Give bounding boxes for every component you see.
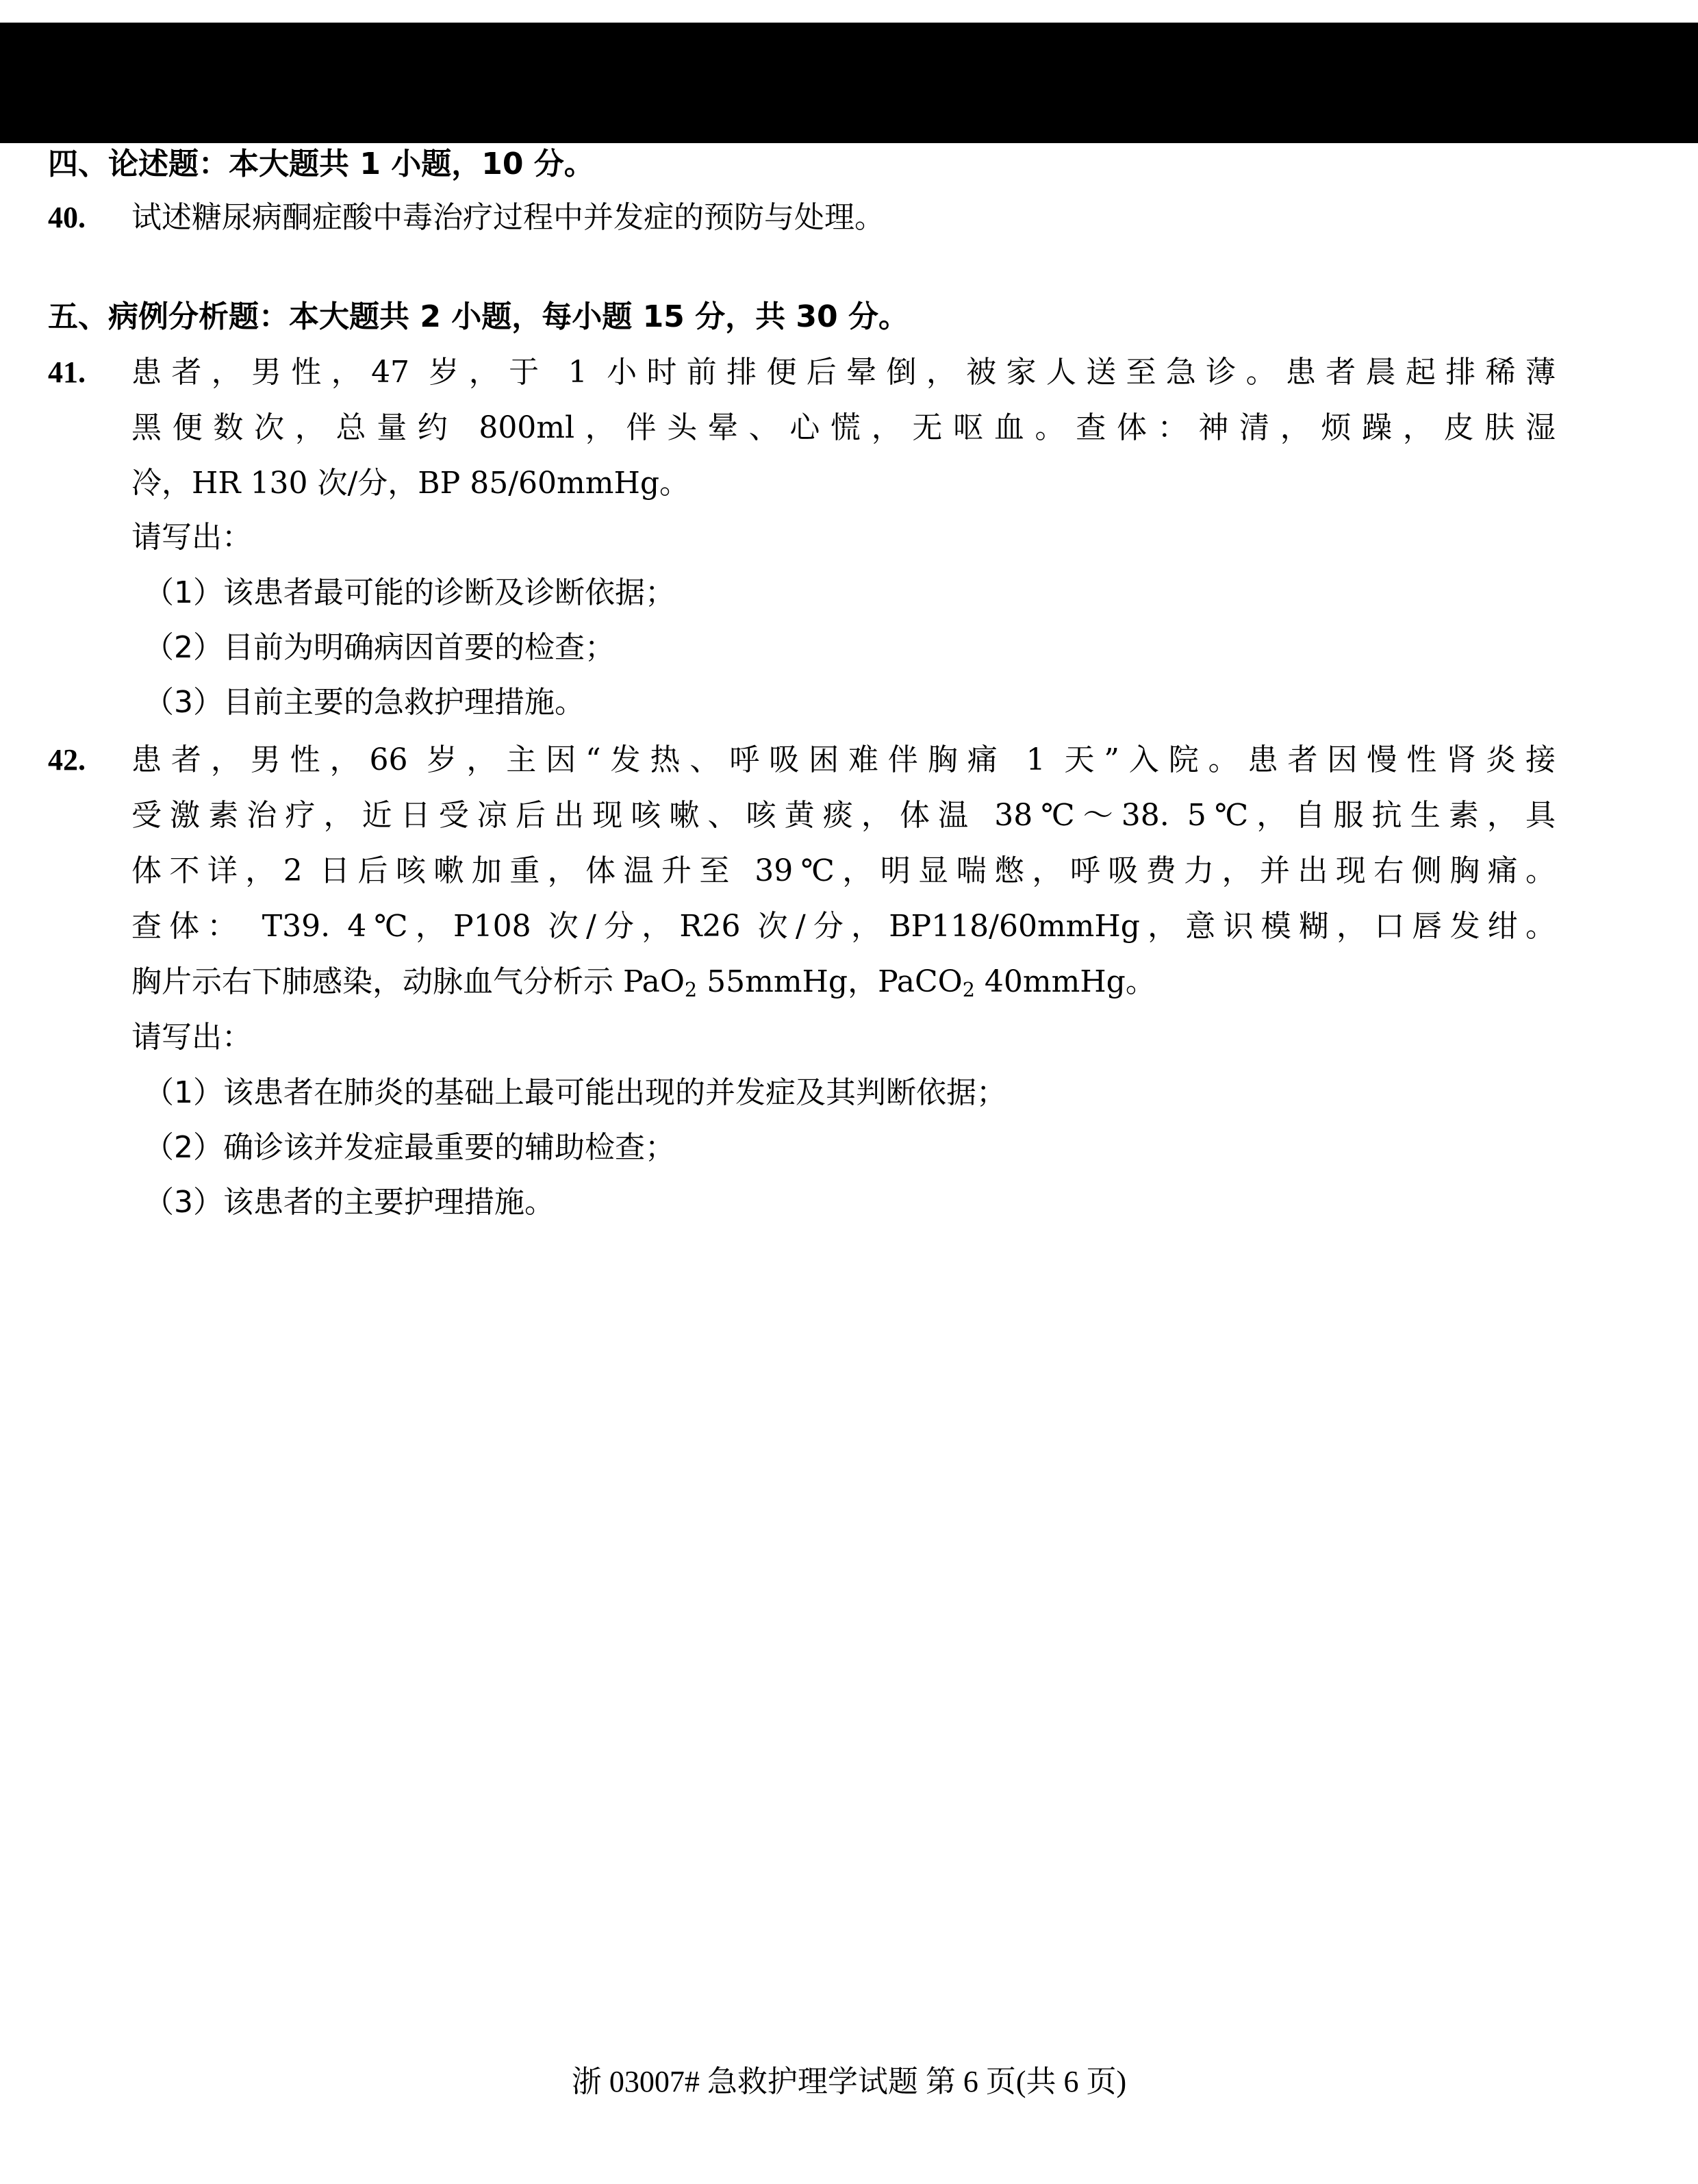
redaction-bar — [0, 23, 1698, 143]
question-text-line: 受激素治疗，近日受凉后出现咳嗽、咳黄痰，体温 38℃～38. 5℃，自服抗生素，具 — [131, 798, 1556, 833]
page-footer: 浙 03007# 急救护理学试题 第 6 页(共 6 页) — [571, 2065, 1127, 2098]
subquestion-3: （3）该患者的主要护理措施。 — [144, 1185, 555, 1220]
question-text-line: 黑便数次，总量约 800ml，伴头晕、心慌，无呕血。查体：神清，烦躁，皮肤湿 — [131, 410, 1556, 445]
subquestion-1: （1）该患者在肺炎的基础上最可能出现的并发症及其判断依据； — [144, 1075, 1006, 1110]
question-number: 41. — [48, 355, 86, 389]
answer-prompt: 请写出： — [131, 520, 252, 555]
subscript: 2 — [962, 978, 975, 1002]
question-text: 试述糖尿病酮症酸中毒治疗过程中并发症的预防与处理。 — [131, 200, 885, 235]
text-fragment: 胸片示右下肺感染，动脉血气分析示 PaO — [131, 964, 685, 999]
subquestion-3: （3）目前主要的急救护理措施。 — [144, 685, 585, 720]
question-text-line: 体不详，2 日后咳嗽加重，体温升至 39℃，明显喘憋，呼吸费力，并出现右侧胸痛。 — [131, 853, 1556, 888]
subscript: 2 — [684, 978, 698, 1002]
subquestion-1: （1）该患者最可能的诊断及诊断依据； — [144, 575, 675, 610]
question-text-line: 查体： T39. 4℃，P108 次/分，R26 次/分，BP118/60mmHg，意识模糊，口唇发绀。 — [131, 909, 1556, 944]
question-text-line: 冷，HR 130 次/分，BP 85/60mmHg。 — [131, 466, 689, 501]
text-fragment: 40mmHg。 — [974, 964, 1156, 999]
subquestion-2: （2）确诊该并发症最重要的辅助检查； — [144, 1130, 675, 1165]
question-text-line: 患者，男性，47 岁，于 1 小时前排便后晕倒，被家人送至急诊。患者晨起排稀薄 — [131, 355, 1556, 390]
subquestion-2: （2）目前为明确病因首要的检查； — [144, 630, 615, 665]
question-text-line — [131, 963, 1556, 1009]
question-number: 42. — [48, 743, 86, 777]
section-4-heading: 四、论述题：本大题共 1 小题，10 分。 — [48, 147, 594, 181]
question-number: 40. — [48, 201, 86, 234]
question-text-line: 患者，男性，66 岁，主因“发热、呼吸困难伴胸痛 1 天”入院。患者因慢性肾炎接 — [131, 742, 1556, 777]
section-5-heading: 五、病例分析题：本大题共 2 小题，每小题 15 分，共 30 分。 — [48, 299, 909, 334]
text-fragment: 55mmHg，PaCO — [697, 964, 963, 999]
answer-prompt: 请写出： — [131, 1020, 252, 1055]
